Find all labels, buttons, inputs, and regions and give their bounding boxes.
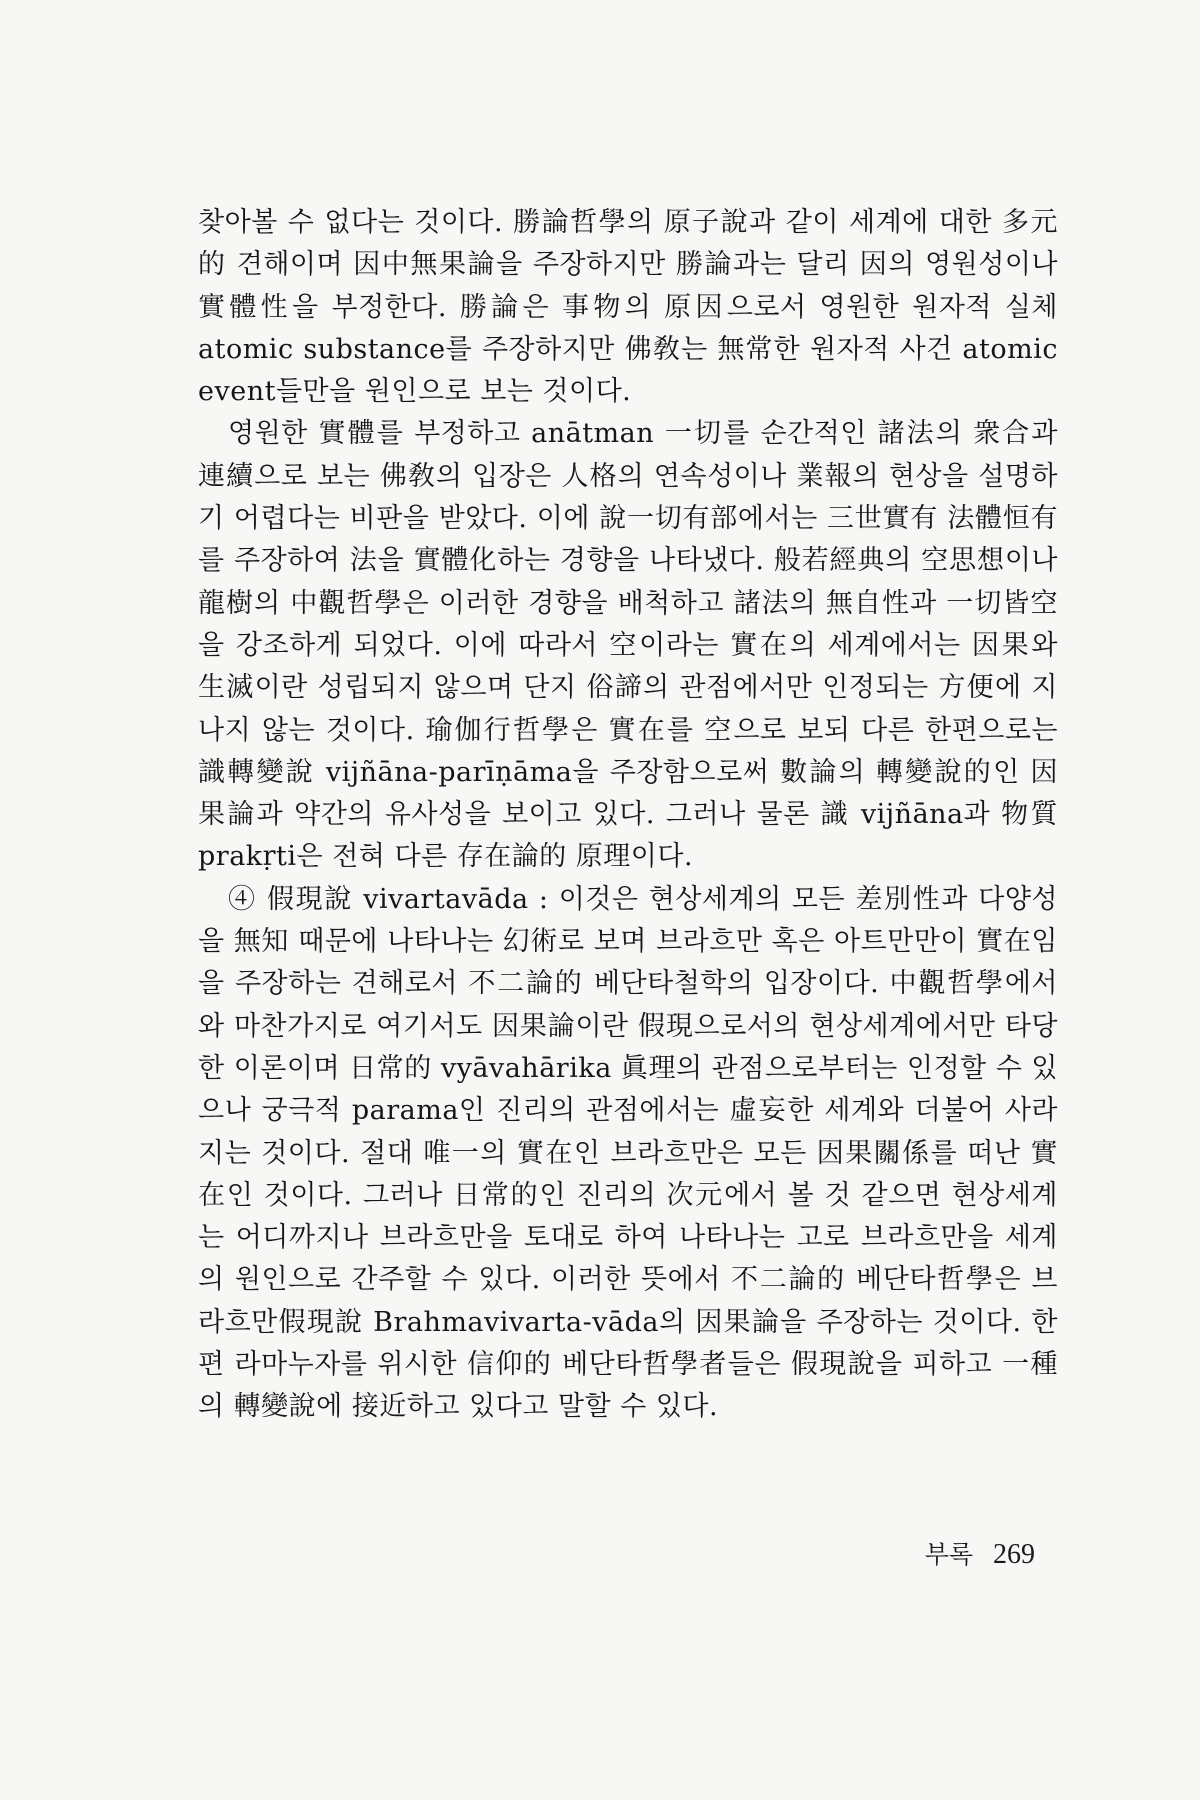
footer-section-label: 부록 [924, 1540, 973, 1569]
page-footer [925, 1535, 1035, 1571]
page-number: 269 [993, 1539, 1035, 1570]
paragraph-1: 찾아볼 수 없다는 것이다. 勝論哲學의 原子說과 같이 세계에 대한 多元的 견해이며 因中無果論을 주장하지만 勝論과는 달리 因의 영원성이나 實體性을 부정한다. 勝論은 事物의 原因으로서 영원한 원자적 실체 atomic substance를 주장하지만 佛敎는 無常한 원자적 사건 atomic event들만을 원인으로 보는 것이다. [198, 207, 1058, 408]
paragraph-2: 영원한 實體를 부정하고 anātman 一切를 순간적인 諸法의 衆合과 連續으로 보는 佛敎의 입장은 人格의 연속성이나 業報의 현상을 설명하기 어렵다는 비판을 받았다. 이에 說一切有部에서는 三世實有 法體恒有를 주장하여 法을 實體化하는 경향을 나타냈다. 般若經典의 空思想이나 龍樹의 中觀哲學은 이러한 경향을 배척하고 諸法의 無自性과 一切皆空을 강조하게 되었다. 이에 따라서 空이라는 實在의 세계에서는 因果와 生滅이란 성립되지 않으며 단지 俗諦의 관점에서만 인정되는 方便에 지나지 않는 것이다. 瑜伽行哲學은 實在를 空으로 보되 다른 한편으로는 識轉變說 vijñāna-parīṇāma을 주장함으로써 數論의 轉變說的인 因果論과 약간의 유사성을 보이고 있다. 그러나 물론 識 vijñāna과 物質 prakṛti은 전혀 다른 存在論的 原理이다. [198, 418, 1058, 873]
paragraph-3: ④ 假現說 vivartavāda : 이것은 현상세계의 모든 差別性과 다양성을 無知 때문에 나타나는 幻術로 보며 브라흐만 혹은 아트만만이 實在임을 주장하는 견해로서 不二論的 베단타철학의 입장이다. 中觀哲學에서와 마찬가지로 여기서도 因果論이란 假現으로서의 현상세계에서만 타당한 이론이며 日常的 vyāvahārika 眞理의 관점으로부터는 인정할 수 있으나 궁극적 parama인 진리의 관점에서는 虛妄한 세계와 더불어 사라지는 것이다. 절대 唯一의 實在인 브라흐만은 모든 因果關係를 떠난 實在인 것이다. 그러나 日常的인 진리의 次元에서 볼 것 같으면 현상세계는 어디까지나 브라흐만을 토대로 하여 나타나는 고로 브라흐만을 세계의 원인으로 간주할 수 있다. 이러한 뜻에서 不二論的 베단타哲學은 브라흐만假現說 Brahmavivarta-vāda의 因果論을 주장하는 것이다. 한편 라마누자를 위시한 信仰的 베단타哲學者들은 假現說을 피하고 一種의 轉變說에 接近하고 있다고 말할 수 있다. [198, 883, 1058, 1423]
body-text [198, 202, 1058, 1429]
